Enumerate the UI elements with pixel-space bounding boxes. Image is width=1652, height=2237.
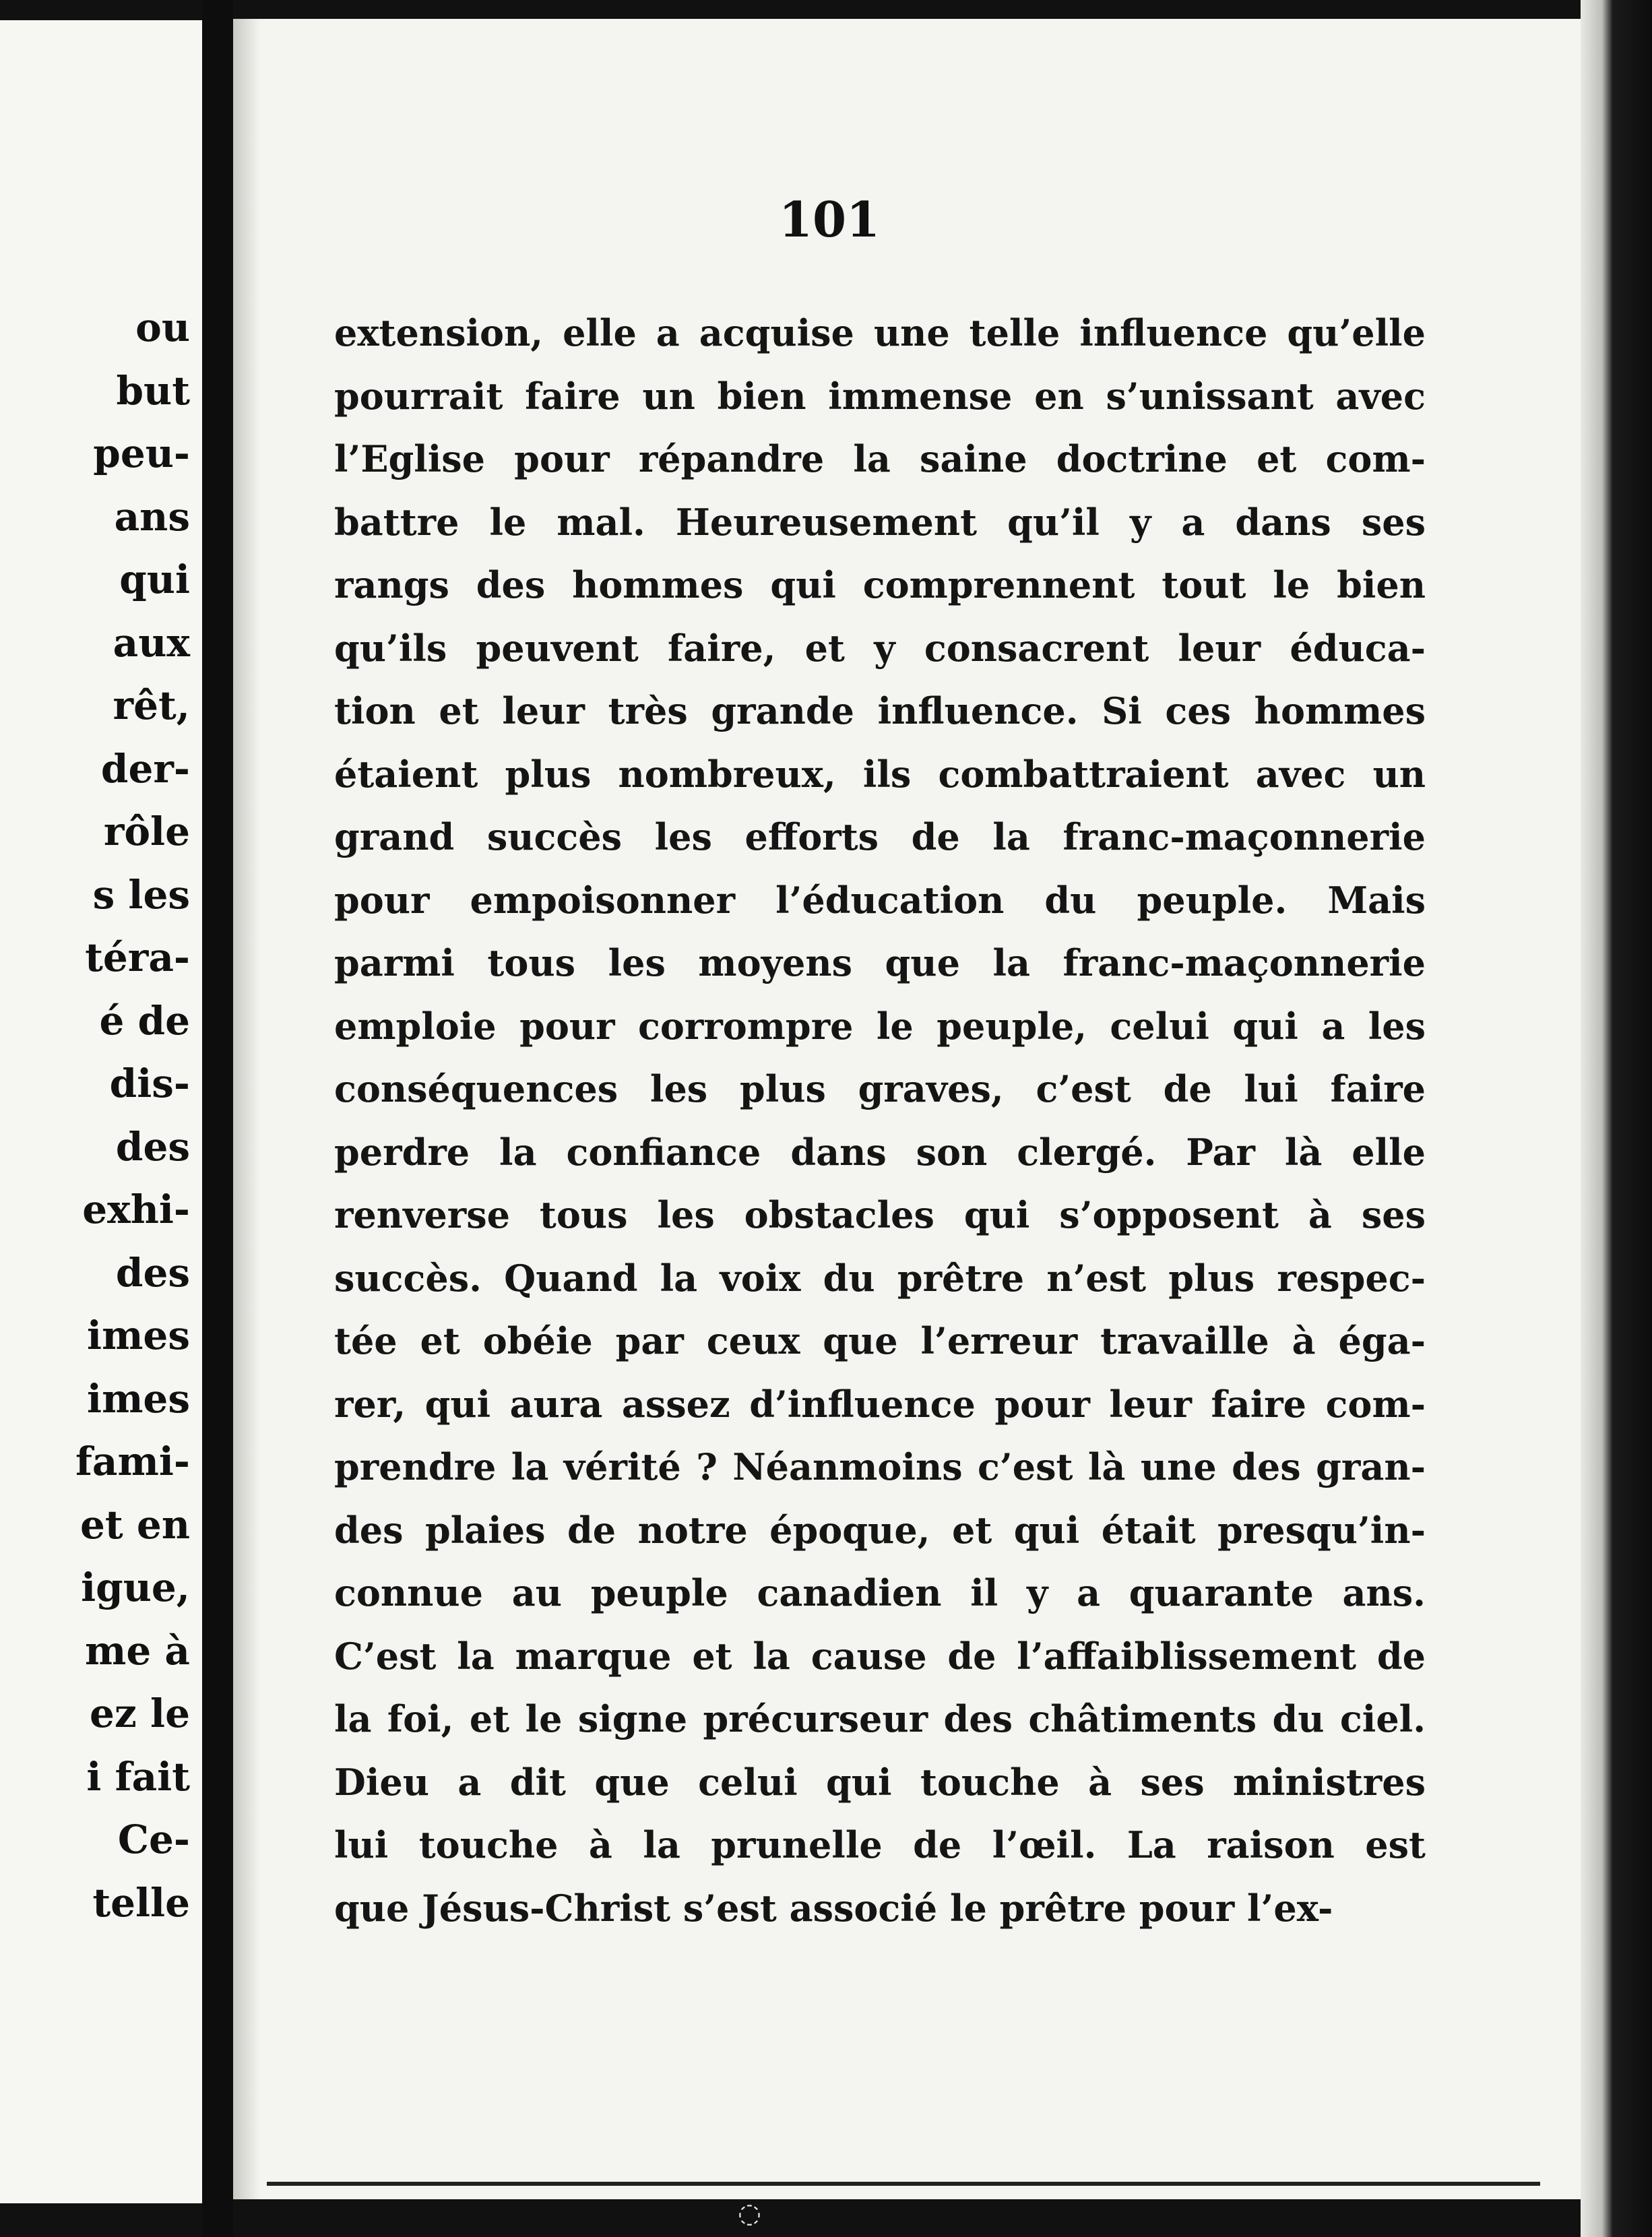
text-line: des plaies de notre époque, et qui était presqu’in-: [334, 1508, 1426, 1552]
previous-page: [0, 20, 202, 2203]
previous-page-line: fami-: [75, 1439, 190, 1484]
page-edge-shadow: [233, 19, 260, 2199]
text-line: rangs des hommes qui comprennent tout le bien: [334, 563, 1426, 606]
previous-page-line: me à: [84, 1627, 190, 1674]
current-page: [233, 19, 1581, 2199]
text-line: l’Eglise pour répandre la saine doctrine et com-: [334, 437, 1426, 480]
previous-page-line: ez le: [90, 1691, 190, 1736]
previous-page-line: s les: [92, 871, 190, 918]
previous-page-line: igue,: [81, 1565, 190, 1610]
previous-page-text: [75, 296, 190, 1934]
book-right-edge: [1581, 0, 1652, 2237]
previous-page-line: aux: [113, 619, 190, 666]
text-line: tion et leur très grande influence. Si ces hommes: [334, 689, 1426, 732]
previous-page-line: telle: [92, 1879, 190, 1926]
text-line: C’est la marque et la cause de l’affaiblissement de: [334, 1634, 1426, 1678]
text-line: battre le mal. Heureusement qu’il y a dans ses: [334, 500, 1426, 544]
previous-page-line: téra-: [85, 935, 190, 980]
previous-page-line: ans: [114, 493, 190, 540]
text-line: qu’ils peuvent faire, et y consacrent leur éduca-: [334, 626, 1426, 670]
previous-page-line: qui: [119, 557, 190, 602]
previous-page-line: rêt,: [113, 683, 190, 728]
previous-page-line: exhi-: [82, 1187, 190, 1232]
text-line: tée et obéie par ceux que l’erreur travaille à éga-: [334, 1319, 1426, 1362]
text-line: la foi, et le signe précurseur des châtiments du ciel.: [334, 1697, 1426, 1740]
text-line: conséquences les plus graves, c’est de lui faire: [334, 1067, 1426, 1110]
previous-page-line: imes: [87, 1375, 190, 1422]
previous-page-line: et en: [80, 1501, 190, 1548]
text-line: pour empoisonner l’éducation du peuple. Mais: [334, 878, 1426, 922]
previous-page-line: i fait: [86, 1753, 190, 1800]
text-line: parmi tous les moyens que la franc-maçonnerie: [334, 941, 1426, 984]
text-line: grand succès les efforts de la franc-maçonnerie: [334, 815, 1426, 858]
previous-page-line: é de: [99, 997, 190, 1044]
previous-page-line: dis-: [109, 1061, 190, 1106]
text-line: extension, elle a acquise une telle influence qu’elle: [334, 311, 1426, 354]
page-body-text: [334, 302, 1426, 1940]
text-line: étaient plus nombreux, ils combattraient avec un: [334, 752, 1426, 796]
previous-page-line: imes: [87, 1313, 190, 1358]
previous-page-line: rôle: [103, 809, 190, 854]
previous-page-line: Ce-: [117, 1817, 190, 1862]
text-line: rer, qui aura assez d’influence pour leur faire com-: [334, 1382, 1426, 1426]
scanner-mark-icon: ◌: [738, 2198, 761, 2229]
previous-page-line: peu-: [93, 431, 190, 476]
previous-page-line: der-: [100, 745, 190, 792]
page-number: 101: [778, 191, 881, 248]
page-bottom-edge: [267, 2182, 1540, 2186]
text-line: que Jésus-Christ s’est associé le prêtre pour l’ex-: [334, 1886, 1333, 1930]
previous-page-line: ou: [135, 305, 190, 350]
text-line: prendre la vérité ? Néanmoins c’est là une des gran-: [334, 1445, 1426, 1488]
text-line: renverse tous les obstacles qui s’opposent à ses: [334, 1193, 1426, 1236]
previous-page-line: but: [116, 367, 190, 414]
text-line: lui touche à la prunelle de l’œil. La raison est: [334, 1823, 1426, 1866]
text-line: emploie pour corrompre le peuple, celui qui a les: [334, 1004, 1426, 1048]
text-line: succès. Quand la voix du prêtre n’est plus respec-: [334, 1256, 1426, 1300]
text-line: connue au peuple canadien il y a quarante ans.: [334, 1571, 1426, 1614]
text-line: perdre la confiance dans son clergé. Par là elle: [334, 1130, 1426, 1174]
previous-page-line: des: [115, 1123, 190, 1170]
text-line: pourrait faire un bien immense en s’unissant avec: [334, 374, 1426, 418]
book-gutter: [202, 0, 233, 2237]
previous-page-line: des: [115, 1249, 190, 1296]
text-line: Dieu a dit que celui qui touche à ses ministres: [334, 1760, 1426, 1804]
